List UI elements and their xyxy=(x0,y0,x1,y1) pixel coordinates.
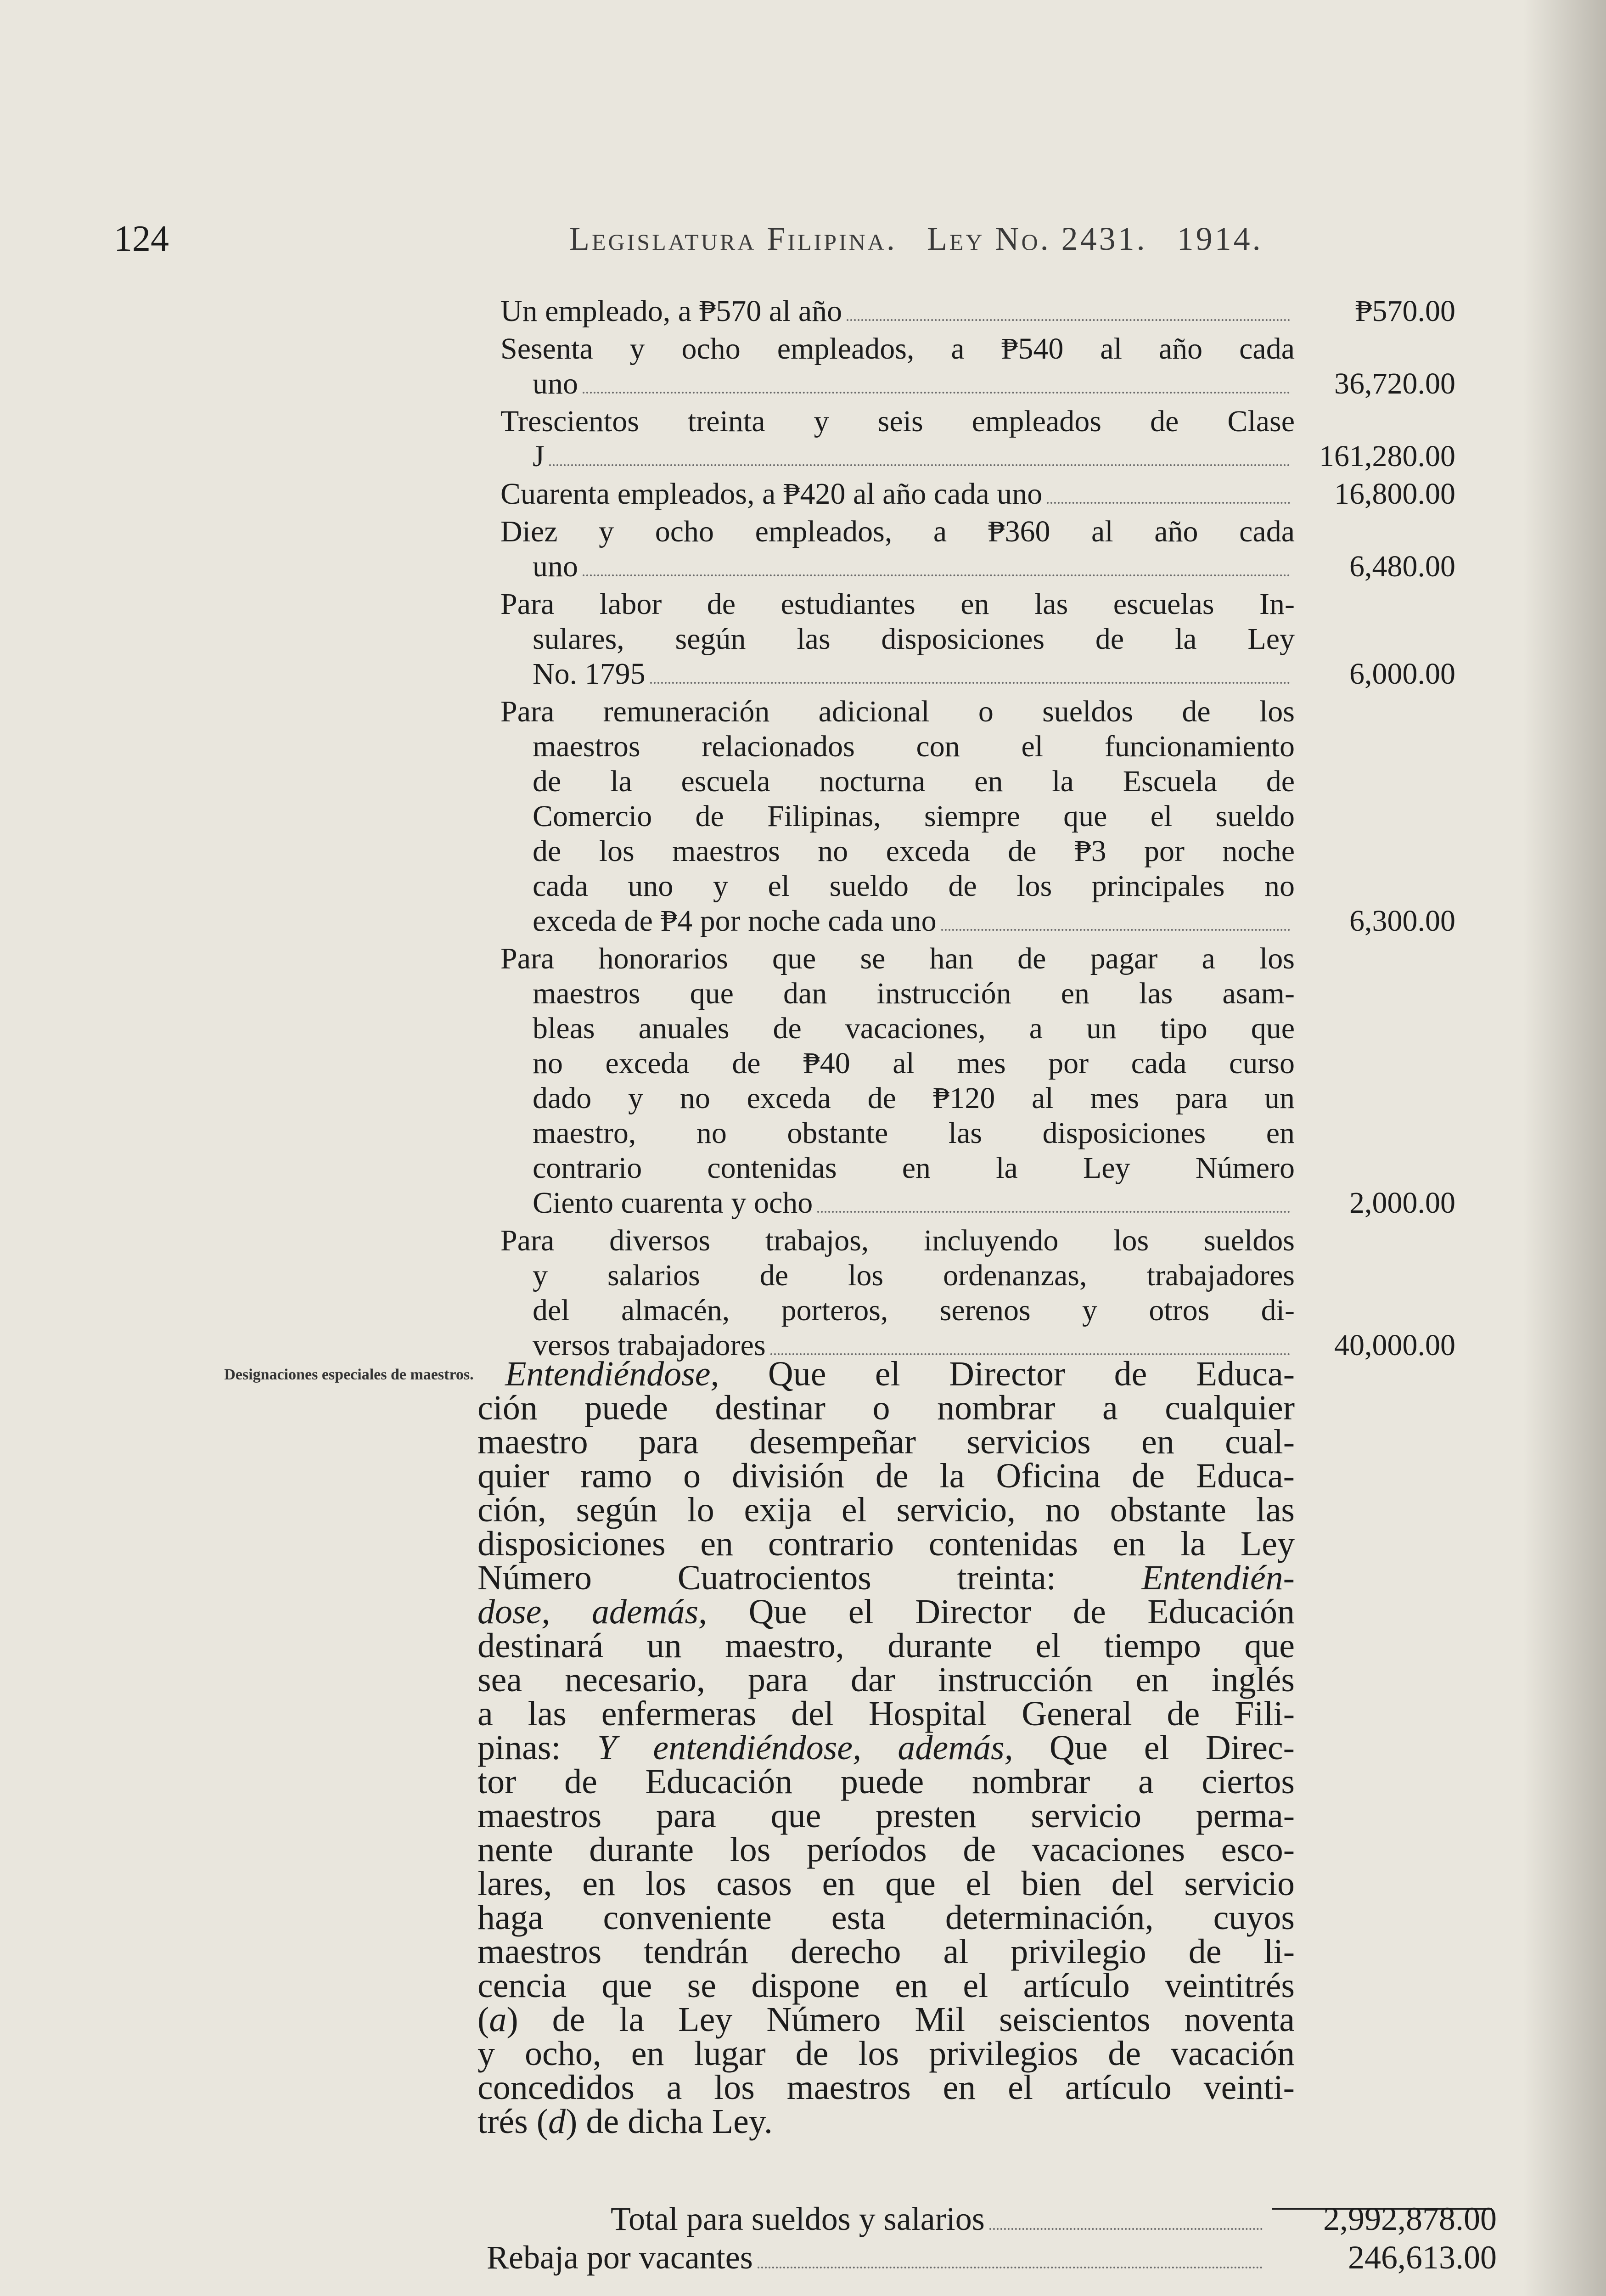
proviso-text: sea necesario, para dar instrucción en inglés xyxy=(477,1660,1295,1699)
entry-amount: ₱570.00 xyxy=(1355,294,1455,328)
proviso-text: y ocho, en lugar de los privilegios de vacación xyxy=(477,2034,1295,2073)
entry-line: y salarios de los ordenanzas, trabajadores xyxy=(533,1259,1295,1292)
proviso-line xyxy=(477,1626,1295,1665)
proviso-text: ( xyxy=(477,2000,489,2039)
entry-line: bleas anuales de vacaciones, a un tipo que xyxy=(533,1012,1295,1045)
entry-text xyxy=(500,694,1295,939)
entry-line: Cuarenta empleados, a ₱420 al año cada uno xyxy=(500,477,1295,512)
entry-text xyxy=(500,514,1295,584)
entry-text xyxy=(500,587,1295,692)
proviso-text: Que el Director de Educación xyxy=(707,1593,1295,1631)
entry-line: Para diversos trabajos, incluyendo los sueldos xyxy=(500,1224,1295,1257)
entry-line: uno xyxy=(500,366,1295,401)
proviso-line xyxy=(477,1762,1295,1801)
total-sueldos-row xyxy=(487,2200,1497,2238)
entry-line: de los maestros no exceda de ₱3 por noche xyxy=(533,834,1295,868)
dot-leader xyxy=(583,392,1290,394)
proviso-line xyxy=(477,1864,1295,1903)
proviso-text: destinará un maestro, durante el tiempo que xyxy=(477,1626,1295,1665)
entry-text xyxy=(500,1223,1295,1363)
total-sueldos-amount: 2,992,878.00 xyxy=(1323,2200,1497,2237)
proviso-line xyxy=(477,2034,1295,2073)
entry-line: cada uno y el sueldo de los principales no xyxy=(533,869,1295,903)
entry-amount: 16,800.00 xyxy=(1334,477,1455,511)
proviso-text: maestros tendrán derecho al privilegio de li- xyxy=(477,1932,1295,1971)
entry-text xyxy=(500,294,1295,329)
entry-line: Comercio de Filipinas, siempre que el sueldo xyxy=(533,799,1295,833)
dot-leader xyxy=(650,682,1290,684)
entry-line: Para remuneración adicional o sueldos de los xyxy=(500,695,1295,728)
entry-amount: 6,480.00 xyxy=(1349,550,1455,583)
dot-leader xyxy=(583,574,1290,576)
entry-amount: 36,720.00 xyxy=(1334,367,1455,400)
dot-leader xyxy=(549,464,1290,466)
proviso-line xyxy=(477,2102,1295,2141)
entry-line: Un empleado, a ₱570 al año xyxy=(500,294,1295,329)
margin-note: Designaciones especiales de maestros. xyxy=(224,1366,474,1383)
proviso-text: ción, según lo exija el servicio, no obstante las xyxy=(477,1491,1295,1529)
appropriation-entries xyxy=(500,294,1455,1366)
proviso-text: Que el Direc- xyxy=(1013,1728,1295,1767)
proviso-line xyxy=(477,1493,1295,1527)
entry-line: uno xyxy=(500,549,1295,584)
proviso-text: maestro para desempeñar servicios en cual- xyxy=(477,1423,1295,1461)
proviso-line xyxy=(477,1932,1295,1971)
proviso-text: lares, en los casos en que el bien del servicio xyxy=(477,1864,1295,1903)
entry-line: Para labor de estudiantes en las escuelas In- xyxy=(500,587,1295,621)
proviso-line xyxy=(477,1391,1295,1425)
proviso-italic-text: a xyxy=(489,2000,507,2039)
running-head xyxy=(569,216,1263,262)
entry-line: exceda de ₱4 por noche cada uno xyxy=(500,904,1295,939)
proviso-line xyxy=(477,1660,1295,1699)
entry-line: sulares, según las disposiciones de la Ley xyxy=(533,622,1295,656)
entry-line: Sesenta y ocho empleados, a ₱540 al año cada xyxy=(500,332,1295,366)
entry-amount: 161,280.00 xyxy=(1319,439,1455,473)
proviso-text: cencia que se dispone en el artículo veintitrés xyxy=(477,1966,1295,2005)
page-number: 124 xyxy=(114,219,169,259)
proviso-text: ) de dicha Ley. xyxy=(566,2102,773,2141)
entry-row xyxy=(500,514,1455,584)
proviso-line xyxy=(477,2068,1295,2107)
entry-text xyxy=(500,404,1295,474)
proviso-line xyxy=(477,1357,1295,1391)
proviso-text: trés ( xyxy=(477,2102,549,2141)
proviso-text: maestros para que presten servicio perma- xyxy=(477,1796,1295,1835)
entry-line: No. 1795 xyxy=(500,657,1295,692)
proviso-paragraph xyxy=(477,1355,1295,2141)
total-sueldos-label: Total para sueldos y salarios xyxy=(611,2200,985,2237)
proviso-line xyxy=(477,1561,1295,1595)
proviso-line xyxy=(477,1830,1295,1869)
proviso-line xyxy=(477,1425,1295,1459)
proviso-italic-text: dose, además, xyxy=(477,1593,708,1631)
proviso-text: pinas: xyxy=(477,1728,597,1767)
entry-line: Ciento cuarenta y ocho xyxy=(500,1186,1295,1221)
entry-row xyxy=(500,694,1455,939)
proviso-italic-text: Entendiéndose, xyxy=(505,1355,719,1393)
entry-row xyxy=(500,477,1455,512)
proviso-text: nente durante los períodos de vacaciones esco- xyxy=(477,1830,1295,1869)
entry-line: J xyxy=(500,439,1295,474)
entry-amount: 6,000.00 xyxy=(1349,657,1455,691)
entry-amount: 40,000.00 xyxy=(1334,1328,1455,1362)
running-head-filipina: Filipina. xyxy=(767,220,897,257)
running-head-year: 1914. xyxy=(1177,220,1263,257)
proviso-text: Número Cuatrocientos treinta: xyxy=(477,1559,1142,1597)
entry-row xyxy=(500,404,1455,474)
entry-line: Trescientos treinta y seis empleados de Clase xyxy=(500,405,1295,438)
proviso-line xyxy=(477,1898,1295,1937)
entry-line: de la escuela nocturna en la Escuela de xyxy=(533,765,1295,798)
entry-text xyxy=(500,332,1295,401)
rebaja-label: Rebaja por vacantes xyxy=(487,2239,753,2276)
totals-block xyxy=(487,2200,1497,2296)
proviso-text: haga conveniente esta determinación, cuyos xyxy=(477,1898,1295,1937)
proviso-line xyxy=(477,2000,1295,2039)
proviso-text: quier ramo o división de la Oficina de Educa- xyxy=(477,1457,1295,1495)
proviso-text: tor de Educación puede nombrar a ciertos xyxy=(477,1762,1295,1801)
entry-line: contrario contenidas en la Ley Número xyxy=(533,1151,1295,1185)
entry-line: maestros relacionados con el funcionamiento xyxy=(533,730,1295,763)
proviso-text: ) de la Ley Número Mil seiscientos noventa xyxy=(506,2000,1295,2039)
rebaja-row xyxy=(487,2238,1497,2277)
proviso-text: a las enfermeras del Hospital General de Fili- xyxy=(477,1694,1295,1733)
entry-text xyxy=(500,477,1295,512)
proviso-line xyxy=(477,1527,1295,1561)
entry-line: dado y no exceda de ₱120 al mes para un xyxy=(533,1081,1295,1115)
entry-amount: 2,000.00 xyxy=(1349,1186,1455,1220)
proviso-text: disposiciones en contrario contenidas en la Ley xyxy=(477,1525,1295,1563)
proviso-text: concedidos a los maestros en el artículo veinti- xyxy=(477,2068,1295,2107)
proviso-line xyxy=(477,1966,1295,2005)
proviso-italic-text: d xyxy=(548,2102,566,2141)
proviso-text: ción puede destinar o nombrar a cualquier xyxy=(477,1389,1295,1427)
proviso-line xyxy=(477,1459,1295,1493)
entry-row xyxy=(500,1223,1455,1363)
entry-line: maestros que dan instrucción en las asam- xyxy=(533,977,1295,1010)
page-header xyxy=(0,216,1606,266)
entry-row xyxy=(500,294,1455,329)
proviso-text: Que el Director de Educa- xyxy=(719,1355,1295,1393)
entry-amount: 6,300.00 xyxy=(1349,904,1455,938)
proviso-italic-text: Y entendiéndose, además, xyxy=(597,1728,1013,1767)
rebaja-amount: 246,613.00 xyxy=(1348,2239,1497,2276)
proviso-line xyxy=(477,1595,1295,1629)
proviso-line xyxy=(477,1796,1295,1835)
entry-row xyxy=(500,587,1455,692)
proviso-line xyxy=(477,1694,1295,1733)
page-edge-shadow xyxy=(1523,0,1606,2296)
entry-line: maestro, no obstante las disposiciones en xyxy=(533,1116,1295,1150)
entry-row xyxy=(500,332,1455,401)
entry-line: no exceda de ₱40 al mes por cada curso xyxy=(533,1047,1295,1080)
proviso-italic-text: Entendién- xyxy=(1141,1559,1295,1597)
proviso-line xyxy=(477,1728,1295,1767)
entry-text xyxy=(500,941,1295,1221)
entry-line: del almacén, porteros, serenos y otros di- xyxy=(533,1294,1295,1327)
entry-line: Para honorarios que se han de pagar a los xyxy=(500,942,1295,975)
entry-line: versos trabajadores xyxy=(500,1328,1295,1363)
running-head-law-number: Ley No. 2431. xyxy=(927,220,1147,257)
entry-row xyxy=(500,941,1455,1221)
running-head-legislatura: Legislatura xyxy=(569,220,757,257)
entry-line: Diez y ocho empleados, a ₱360 al año cada xyxy=(500,515,1295,548)
